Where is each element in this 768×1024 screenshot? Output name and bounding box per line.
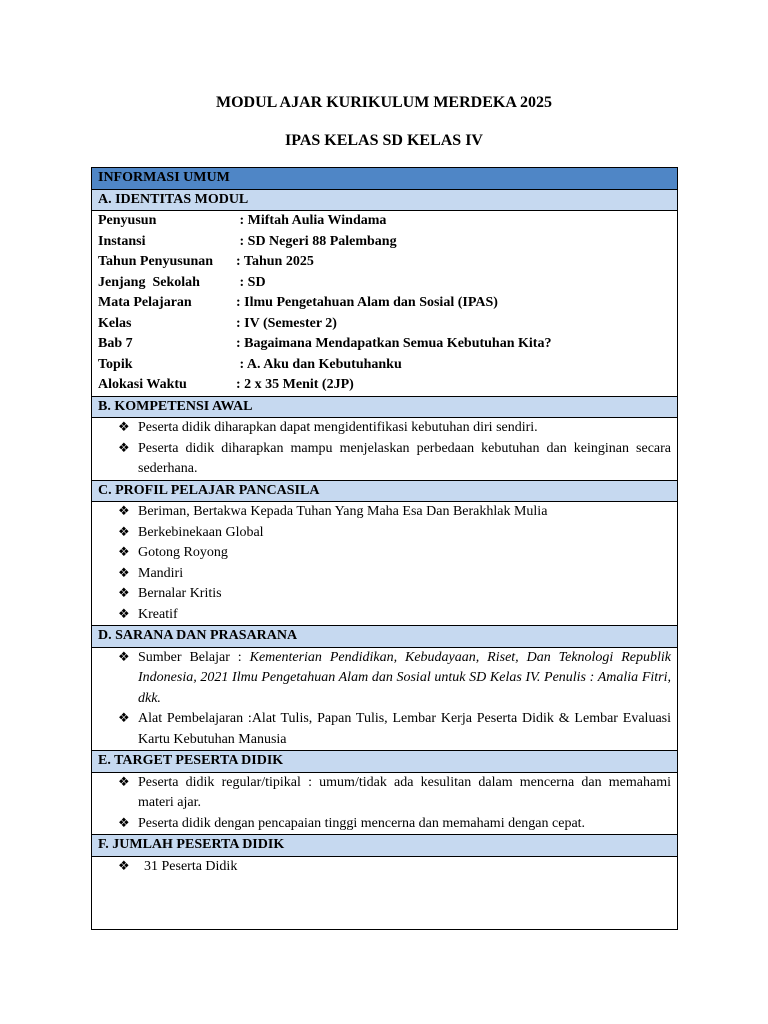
document-subtitle: IPAS KELAS SD KELAS IV xyxy=(285,132,483,149)
identity-label: Alokasi Waktu xyxy=(98,377,187,392)
identity-label: Bab 7 xyxy=(98,336,133,351)
section-e-heading: E. TARGET PESERTA DIDIK xyxy=(92,751,678,773)
identity-label: Tahun Penyusunan xyxy=(98,254,214,269)
list-item: ❖ 31 Peserta Didik xyxy=(118,857,671,878)
section-c-heading: C. PROFIL PELAJAR PANCASILA xyxy=(92,480,678,502)
identity-value: : 2 x 35 Menit (2JP) xyxy=(236,377,354,392)
identity-row xyxy=(98,375,671,396)
jumlah-list xyxy=(98,857,671,878)
sumber-belajar-reference: Kementerian Pendidikan, Kebudayaan, Riset, Dan Teknologi Republik Indonesia, 2021 Ilmu Pengetahuan Alam dan Sosial untuk SD Kelas IV. Penulis : Amalia Fitri, dkk. xyxy=(138,649,671,706)
sumber-belajar-label: Sumber Belajar : xyxy=(138,649,250,665)
list-item xyxy=(118,648,671,710)
list-item: ❖ Beriman, Bertakwa Kepada Tuhan Yang Maha Esa Dan Berakhlak Mulia xyxy=(118,502,671,523)
identity-value: : A. Aku dan Kebutuhanku xyxy=(236,356,402,372)
list-item: ❖ Peserta didik regular/tipikal : umum/tidak ada kesulitan dalam mencerna dan memahami materi ajar. xyxy=(118,773,671,814)
list-item: ❖ Gotong Royong xyxy=(118,543,671,564)
kompetensi-list xyxy=(98,418,671,480)
jumlah-peserta-cell xyxy=(92,856,678,929)
identity-row xyxy=(98,334,671,355)
target-list xyxy=(98,773,671,835)
identity-value: : IV (Semester 2) xyxy=(236,315,337,331)
identity-row xyxy=(98,252,671,273)
module-table xyxy=(91,167,678,930)
sarana-list xyxy=(98,648,671,751)
target-peserta-cell xyxy=(92,772,678,835)
identity-row xyxy=(98,314,671,335)
list-item: ❖ Mandiri xyxy=(118,564,671,585)
kompetensi-awal-cell xyxy=(92,418,678,481)
identity-row xyxy=(98,293,671,314)
identity-value: : Tahun 2025 xyxy=(236,254,314,269)
list-item: ❖ Kreatif xyxy=(118,605,671,626)
sarana-prasarana-cell xyxy=(92,647,678,751)
list-item: ❖ Peserta didik diharapkan mampu menjelaskan perbedaan kebutuhan dan keinginan secara sederhana. xyxy=(118,439,671,480)
identity-label: Penyusun xyxy=(98,213,157,228)
list-item: ❖ Peserta didik diharapkan dapat mengidentifikasi kebutuhan diri sendiri. xyxy=(118,418,671,439)
identity-row xyxy=(98,211,671,232)
list-item: ❖ Alat Pembelajaran :Alat Tulis, Papan Tulis, Lembar Kerja Peserta Didik & Lembar Evaluasi Kartu Kebutuhan Manusia xyxy=(118,709,671,750)
document-title: MODUL AJAR KURIKULUM MERDEKA 2025 xyxy=(215,94,552,111)
list-item: ❖ Bernalar Kritis xyxy=(118,584,671,605)
identity-label: Topik xyxy=(98,356,133,372)
profil-pancasila-cell xyxy=(92,502,678,626)
list-item: ❖ Berkebinekaan Global xyxy=(118,523,671,544)
informasi-umum-header: INFORMASI UMUM xyxy=(92,168,678,190)
identity-label: Kelas xyxy=(98,315,132,331)
identity-row xyxy=(98,355,671,376)
identity-value: : SD Negeri 88 Palembang xyxy=(236,233,397,249)
section-a-heading: A. IDENTITAS MODUL xyxy=(92,189,678,211)
section-f-heading: F. JUMLAH PESERTA DIDIK xyxy=(92,835,678,857)
identity-value: : SD xyxy=(236,274,266,290)
identity-value: : Ilmu Pengetahuan Alam dan Sosial (IPAS) xyxy=(236,295,498,310)
identity-value: : Miftah Aulia Windama xyxy=(236,213,387,228)
identity-label: Mata Pelajaran xyxy=(98,295,192,310)
list-item: ❖ Peserta didik dengan pencapaian tinggi mencerna dan memahami dengan cepat. xyxy=(118,814,671,835)
identitas-modul-cell xyxy=(92,211,678,397)
section-b-heading: B. KOMPETENSI AWAL xyxy=(92,396,678,418)
identity-row xyxy=(98,273,671,294)
identity-label: Instansi xyxy=(98,233,146,249)
profil-list xyxy=(98,502,671,625)
section-d-heading: D. SARANA DAN PRASARANA xyxy=(92,626,678,648)
identity-value: : Bagaimana Mendapatkan Semua Kebutuhan Kita? xyxy=(236,336,552,351)
identity-label: Jenjang Sekolah xyxy=(98,274,200,290)
identity-row xyxy=(98,232,671,253)
